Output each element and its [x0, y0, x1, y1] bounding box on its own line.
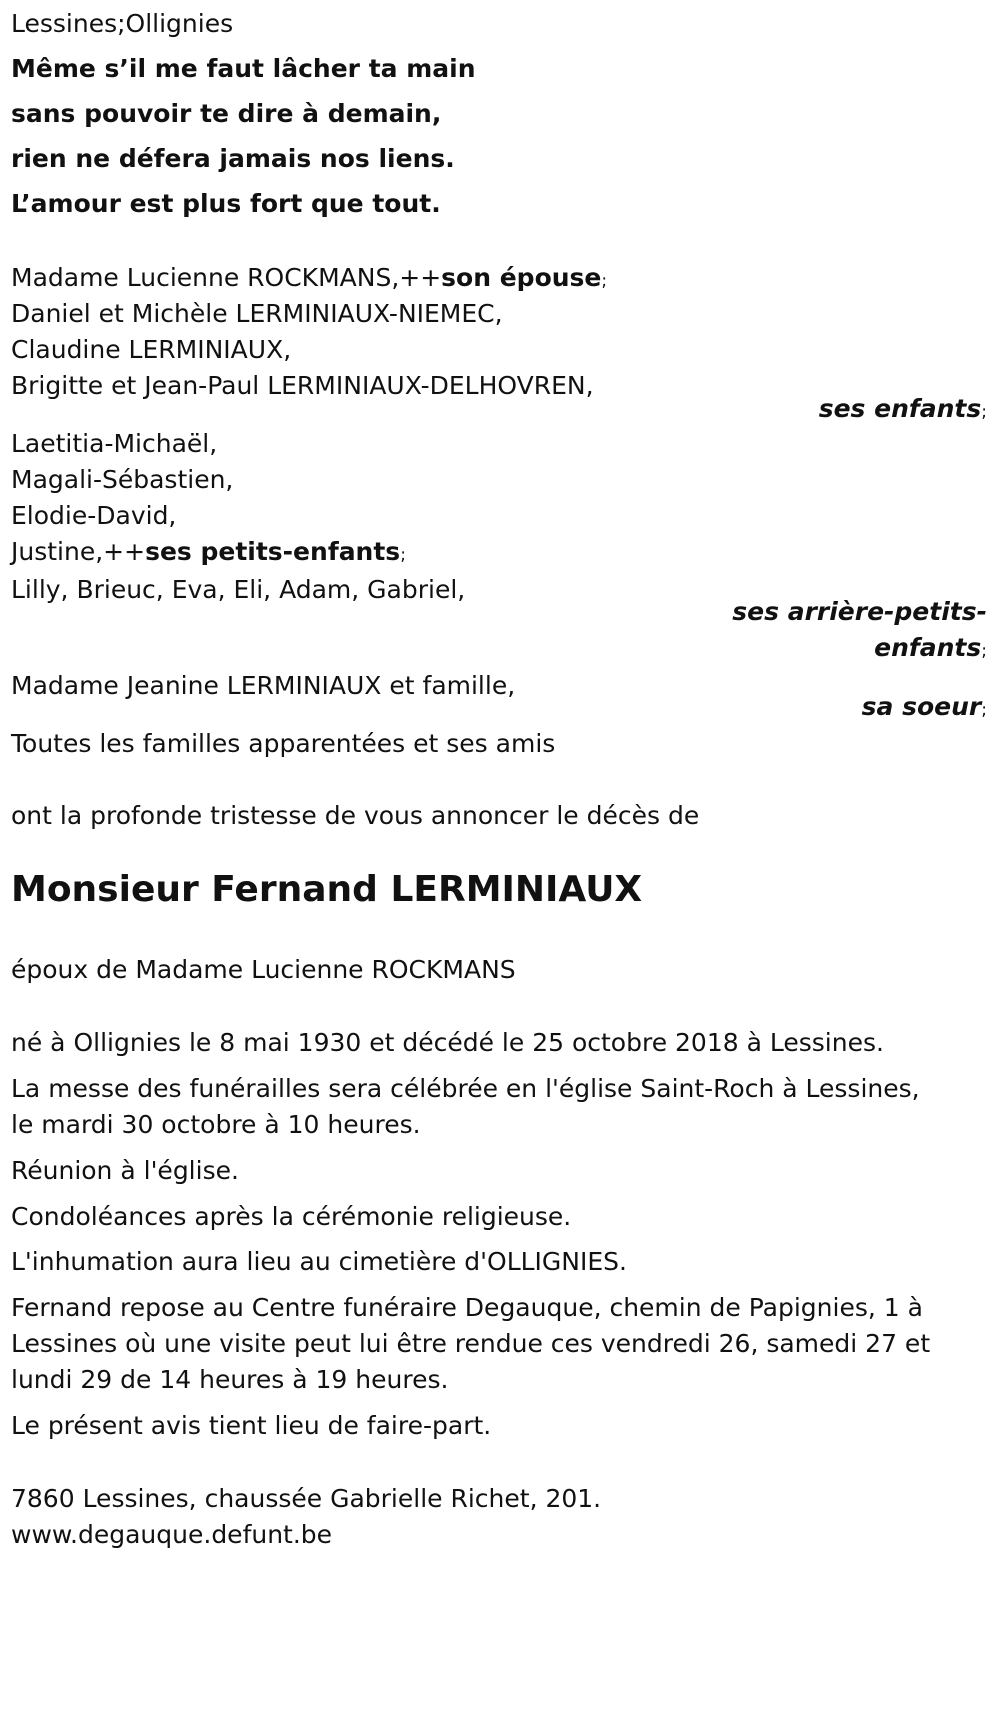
sister-role: [862, 691, 987, 726]
announcement: ont la profonde tristesse de vous annoncer le décès de: [11, 801, 700, 830]
poem-line-2: sans pouvoir te dire à demain,: [11, 99, 442, 128]
notice: Le présent avis tient lieu de faire-part.: [11, 1411, 492, 1440]
footer-address: 7860 Lessines, chaussée Gabrielle Richet, 201.: [11, 1484, 602, 1513]
poem-line-1: Même s’il me faut lâcher ta main: [11, 54, 476, 83]
grandchild-2: Magali-Sébastien,: [11, 465, 234, 494]
poem-line-3: rien ne défera jamais nos liens.: [11, 144, 455, 173]
birth-death: né à Ollignies le 8 mai 1930 et décédé le 25 octobre 2018 à Lessines.: [11, 1028, 884, 1057]
rest-line-1: Fernand repose au Centre funéraire Degauque, chemin de Papignies, 1 à: [11, 1293, 923, 1322]
spouse-role: son épouse: [441, 263, 602, 292]
separator: ;: [601, 271, 608, 291]
spouse-name: Madame Lucienne ROCKMANS,++: [11, 263, 442, 292]
deceased-name: Monsieur Fernand LERMINIAUX: [11, 869, 643, 910]
burial: L'inhumation aura lieu au cimetière d'OLLIGNIES.: [11, 1247, 627, 1276]
rest-line-2: Lessines où une visite peut lui être rendue ces vendredi 26, samedi 27 et: [11, 1329, 931, 1358]
location-header: Lessines;Ollignies: [11, 9, 234, 38]
grandchild-last: Justine,++: [11, 537, 146, 566]
rest-line-3: lundi 29 de 14 heures à 19 heures.: [11, 1365, 449, 1394]
separator: ;: [981, 700, 987, 720]
great-grandchildren: Lilly, Brieuc, Eva, Eli, Adam, Gabriel,: [11, 575, 466, 604]
grandchild-last-line: [11, 536, 406, 571]
sister-role-text: sa soeur: [861, 692, 982, 721]
child-1: Daniel et Michèle LERMINIAUX-NIEMEC,: [11, 299, 503, 328]
spouse-line: [11, 262, 607, 297]
mass-line-2: le mardi 30 octobre à 10 heures.: [11, 1110, 421, 1139]
spouse-of: époux de Madame Lucienne ROCKMANS: [11, 955, 516, 984]
meeting: Réunion à l'église.: [11, 1156, 239, 1185]
grandchildren-role: ses petits-enfants: [145, 537, 401, 566]
grandchild-1: Laetitia-Michaël,: [11, 429, 218, 458]
others-line: Toutes les familles apparentées et ses amis: [11, 729, 556, 758]
great-grandchildren-role-1: ses arrière-petits-: [732, 597, 987, 626]
separator: ;: [981, 641, 987, 661]
sister-line: Madame Jeanine LERMINIAUX et famille,: [11, 671, 516, 700]
footer-website[interactable]: www.degauque.defunt.be: [11, 1520, 333, 1549]
separator: ;: [981, 402, 987, 422]
children-role: [819, 393, 987, 428]
great-grandchildren-role-2-text: enfants: [874, 633, 982, 662]
children-role-text: ses enfants: [818, 394, 982, 423]
condolences: Condoléances après la cérémonie religieuse.: [11, 1202, 572, 1231]
mass-line-1: La messe des funérailles sera célébrée en l'église Saint-Roch à Lessines,: [11, 1074, 920, 1103]
grandchild-3: Elodie-David,: [11, 501, 177, 530]
child-3: Brigitte et Jean-Paul LERMINIAUX-DELHOVREN,: [11, 371, 594, 400]
separator: ;: [400, 545, 406, 565]
child-2: Claudine LERMINIAUX,: [11, 335, 292, 364]
great-grandchildren-role-2: [874, 632, 987, 667]
poem-line-4: L’amour est plus fort que tout.: [11, 189, 441, 218]
